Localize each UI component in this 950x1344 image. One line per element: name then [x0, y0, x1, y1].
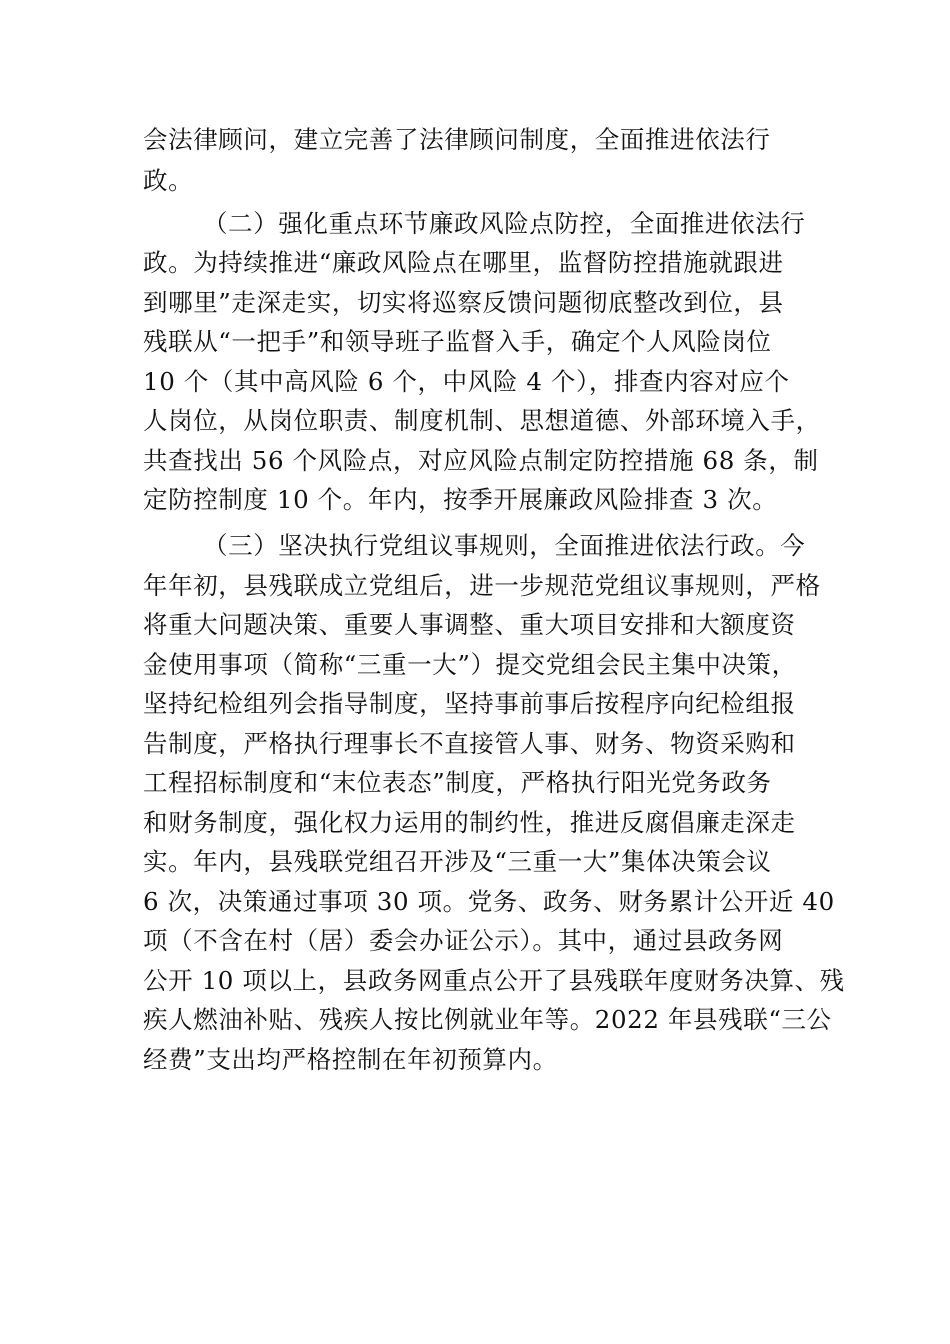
- text-line: 10 个（其中高风险 6 个，中风险 4 个），排查内容对应个: [143, 367, 790, 396]
- paragraph-heading-line: （三）坚决执行党组议事规则，全面推进依法行政。今: [203, 531, 806, 560]
- text-line: 会法律顾问，建立完善了法律顾问制度，全面推进依法行: [143, 125, 771, 154]
- text-line: 政。为持续推进“廉政风险点在哪里，监督防控措施就跟进: [143, 248, 784, 277]
- text-line: 告制度，严格执行理事长不直接管人事、财务、物资采购和: [143, 729, 796, 758]
- text-line: 和财务制度，强化权力运用的制约性，推进反腐倡廉走深走: [143, 808, 796, 837]
- text-line: 年年初，县残联成立党组后，进一步规范党组议事规则，严格: [143, 571, 821, 600]
- text-line: 到哪里”走深走实，切实将巡察反馈问题彻底整改到位，县: [143, 288, 784, 317]
- text-line: 政。: [143, 166, 194, 195]
- text-line: 6 次，决策通过事项 30 项。党务、政务、财务累计公开近 40: [143, 887, 835, 916]
- text-line: 工程招标制度和“末位表态”制度，严格执行阳光党务政务: [143, 768, 772, 797]
- text-line: 定防控制度 10 个。年内，按季开展廉政风险排查 3 次。: [143, 485, 778, 514]
- text-line: 残联从“一把手”和领导班子监督入手，确定个人风险岗位: [143, 327, 772, 356]
- text-line: 人岗位，从岗位职责、制度机制、思想道德、外部环境入手，: [143, 406, 821, 435]
- paragraph-heading-line: （二）强化重点环节廉政风险点防控，全面推进依法行: [203, 209, 806, 238]
- text-line: 坚持纪检组列会指导制度，坚持事前事后按程序向纪检组报: [143, 689, 796, 718]
- text-line: 共查找出 56 个风险点，对应风险点制定防控措施 68 条，制: [143, 446, 819, 475]
- text-line: 经费”支出均严格控制在年初预算内。: [143, 1045, 558, 1074]
- text-line: 实。年内，县残联党组召开涉及“三重一大”集体决策会议: [143, 847, 772, 876]
- text-line: 将重大问题决策、重要人事调整、重大项目安排和大额度资: [143, 610, 796, 639]
- text-line: 公开 10 项以上，县政务网重点公开了县残联年度财务决算、残: [143, 966, 845, 995]
- text-line: 项（不含在村（居）委会办证公示）。其中，通过县政务网: [143, 926, 784, 955]
- text-line: 金使用事项（简称“三重一大”）提交党组会民主集中决策，: [143, 650, 797, 679]
- text-line: 疾人燃油补贴、残疾人按比例就业年等。2022 年县残联“三公: [143, 1005, 832, 1034]
